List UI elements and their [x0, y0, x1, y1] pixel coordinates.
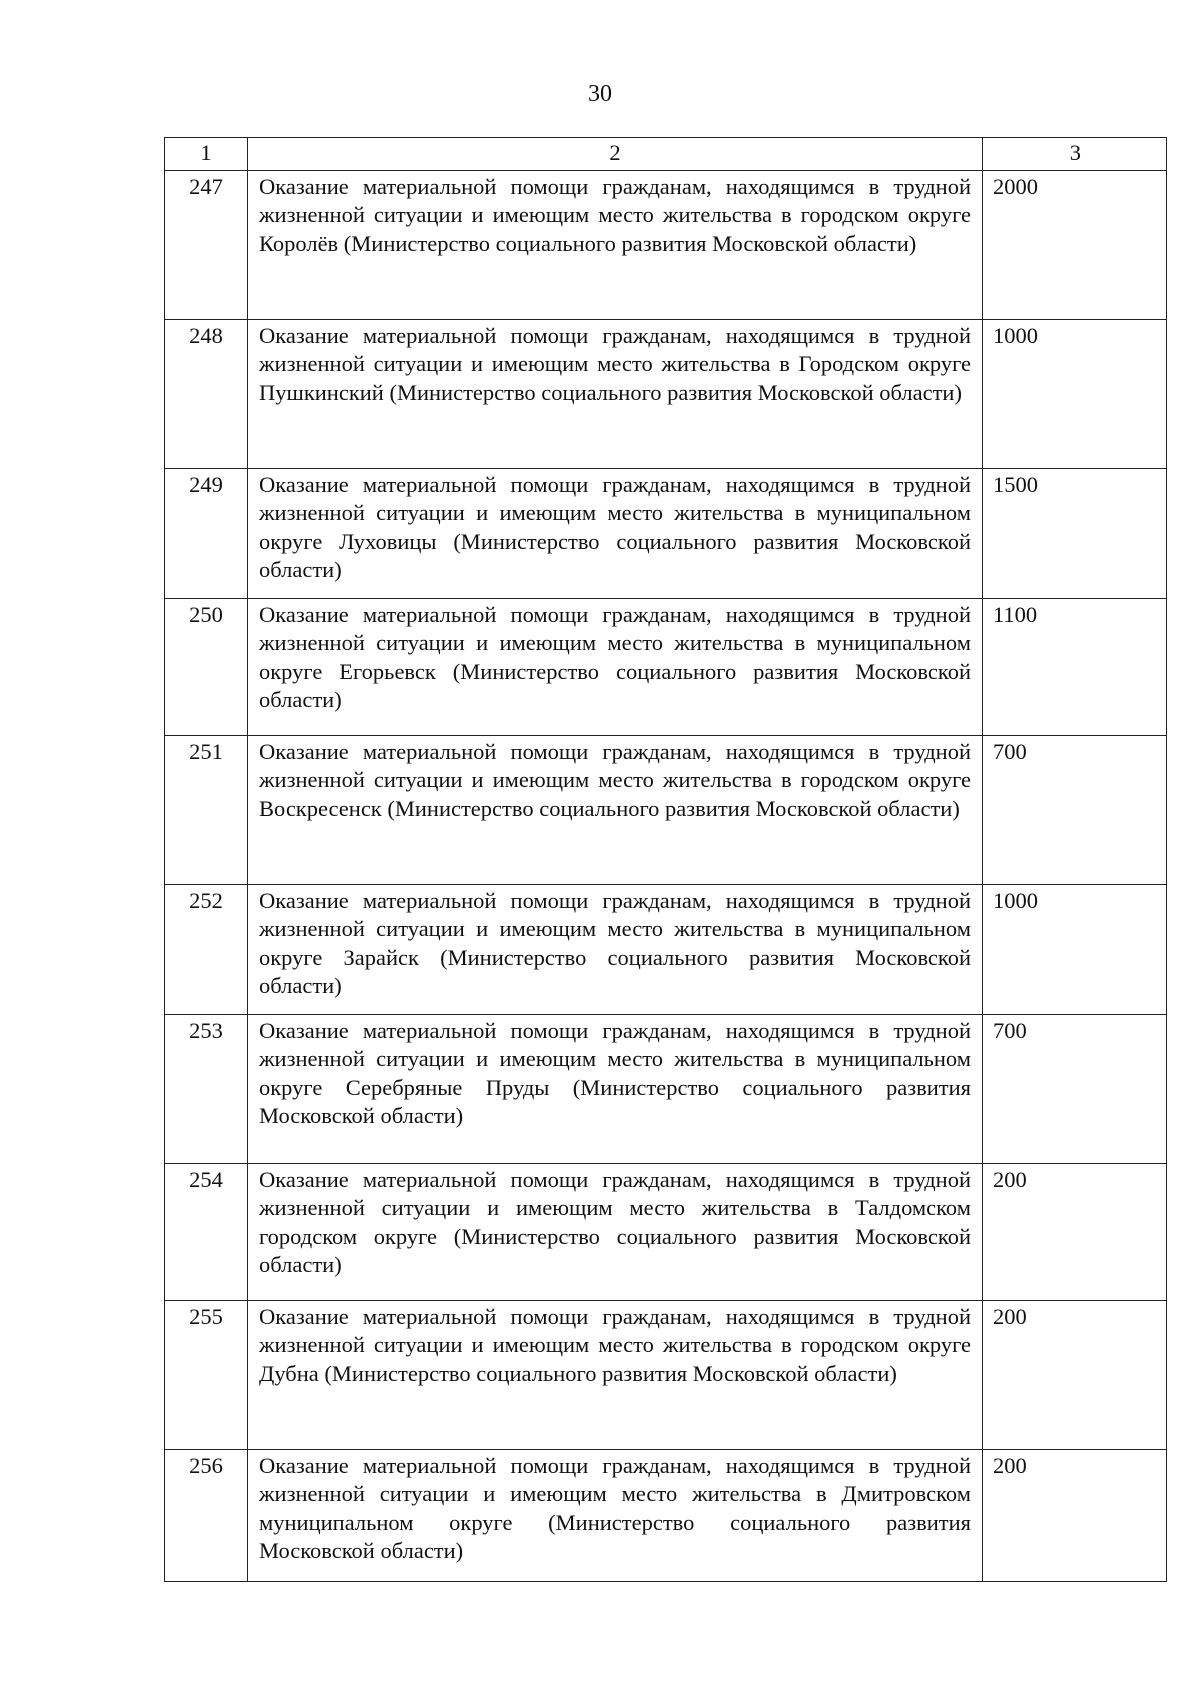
row-amount: 1100 — [983, 599, 1167, 736]
row-amount: 700 — [983, 736, 1167, 885]
row-amount: 1000 — [983, 885, 1167, 1015]
row-amount: 700 — [983, 1015, 1167, 1164]
table-row — [165, 736, 1167, 885]
row-description: Оказание материальной помощи гражданам, находящимся в трудной жизненной ситуации и имеющим место жительства в Дмитровском муниципальном округе (Министерство социального развития Московской области) — [248, 1450, 983, 1582]
row-number: 252 — [165, 885, 248, 1015]
row-number: 253 — [165, 1015, 248, 1164]
row-description: Оказание материальной помощи гражданам, находящимся в трудной жизненной ситуации и имеющим место жительства в муниципальном округе Серебряные Пруды (Министерство социального развития Московской области) — [248, 1015, 983, 1164]
row-description: Оказание материальной помощи гражданам, находящимся в трудной жизненной ситуации и имеющим место жительства в муниципальном округе Зарайск (Министерство социального развития Московской области) — [248, 885, 983, 1015]
row-description: Оказание материальной помощи гражданам, находящимся в трудной жизненной ситуации и имеющим место жительства в муниципальном округе Луховицы (Министерство социального развития Московской области) — [248, 469, 983, 599]
row-amount: 1000 — [983, 320, 1167, 469]
page-number: 30 — [588, 81, 612, 107]
row-description: Оказание материальной помощи гражданам, находящимся в трудной жизненной ситуации и имеющим место жительства в Талдомском городском округе (Министерство социального развития Московской области) — [248, 1164, 983, 1301]
row-number: 256 — [165, 1450, 248, 1582]
row-number: 255 — [165, 1301, 248, 1450]
table-row — [165, 469, 1167, 599]
table-row — [165, 171, 1167, 320]
table-row — [165, 1015, 1167, 1164]
row-description: Оказание материальной помощи гражданам, находящимся в трудной жизненной ситуации и имеющим место жительства в Городском округе Пушкинский (Министерство социального развития Московской области) — [248, 320, 983, 469]
row-amount: 200 — [983, 1164, 1167, 1301]
row-number: 249 — [165, 469, 248, 599]
row-description: Оказание материальной помощи гражданам, находящимся в трудной жизненной ситуации и имеющим место жительства в муниципальном округе Егорьевск (Министерство социального развития Московской области) — [248, 599, 983, 736]
column-header-amount: 3 — [983, 138, 1167, 171]
table-row — [165, 1164, 1167, 1301]
table-row — [165, 599, 1167, 736]
row-amount: 2000 — [983, 171, 1167, 320]
table-row — [165, 320, 1167, 469]
row-number: 254 — [165, 1164, 248, 1301]
row-description: Оказание материальной помощи гражданам, находящимся в трудной жизненной ситуации и имеющим место жительства в городском округе Дубна (Министерство социального развития Московской области) — [248, 1301, 983, 1450]
table-row — [165, 885, 1167, 1015]
allocation-table — [164, 137, 1167, 1582]
table-row — [165, 1450, 1167, 1582]
row-description: Оказание материальной помощи гражданам, находящимся в трудной жизненной ситуации и имеющим место жительства в городском округе Королёв (Министерство социального развития Московской области) — [248, 171, 983, 320]
row-description: Оказание материальной помощи гражданам, находящимся в трудной жизненной ситуации и имеющим место жительства в городском округе Воскресенск (Министерство социального развития Московской области) — [248, 736, 983, 885]
row-amount: 200 — [983, 1301, 1167, 1450]
column-header-description: 2 — [248, 138, 983, 171]
row-number: 251 — [165, 736, 248, 885]
table-header-row — [165, 138, 1167, 171]
column-header-number: 1 — [165, 138, 248, 171]
row-amount: 1500 — [983, 469, 1167, 599]
row-number: 247 — [165, 171, 248, 320]
row-number: 248 — [165, 320, 248, 469]
row-number: 250 — [165, 599, 248, 736]
row-amount: 200 — [983, 1450, 1167, 1582]
table-row — [165, 1301, 1167, 1450]
